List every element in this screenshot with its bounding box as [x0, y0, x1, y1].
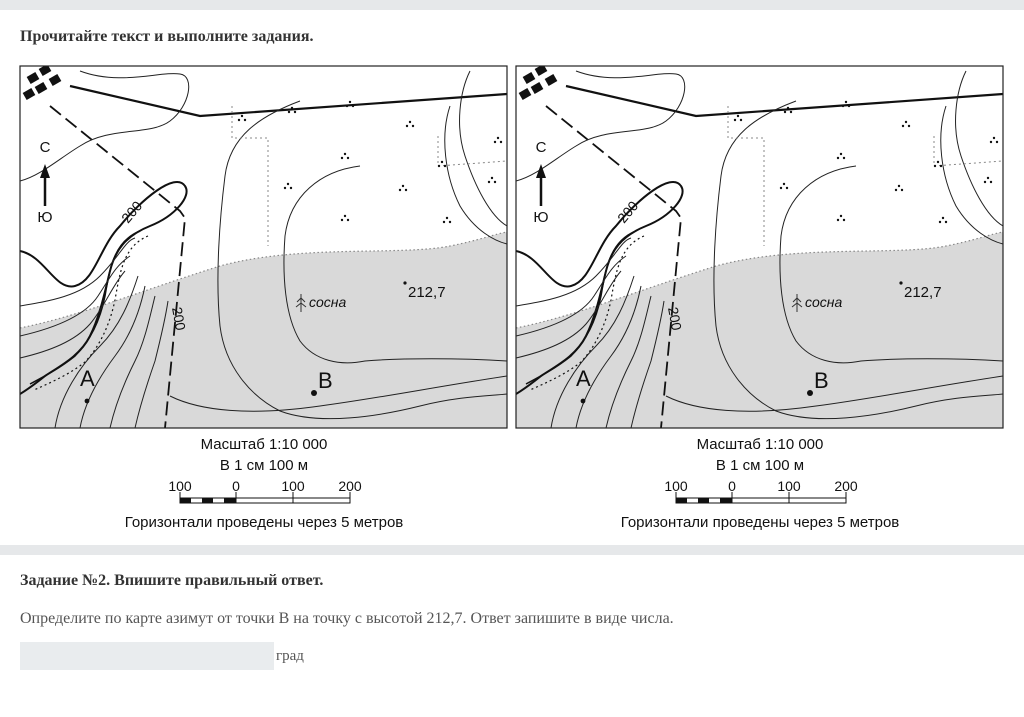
pine-label: сосна [805, 294, 843, 310]
answer-unit-label: град [276, 648, 304, 664]
answer-input[interactable] [20, 642, 274, 670]
contour-label-200: 200 [169, 305, 189, 332]
scale-right [621, 436, 900, 531]
contour-label-200: 200 [665, 305, 685, 332]
scale-tick: 200 [834, 478, 858, 494]
pine-label: сосна [309, 294, 347, 310]
scale-tick: 0 [728, 478, 736, 494]
maps-area [0, 60, 1024, 540]
scale-subtitle: В 1 см 100 м [219, 457, 309, 474]
scale-tick: 100 [168, 478, 192, 494]
point-a-label: А [576, 366, 591, 391]
section-divider-bar [0, 545, 1024, 555]
point-a-label: А [80, 366, 95, 391]
height-label: 212,7 [408, 284, 446, 301]
scale-bar [676, 492, 846, 503]
north-label: С [39, 139, 51, 156]
map-left [20, 64, 507, 428]
scale-tick: 100 [777, 478, 801, 494]
scale-bar [180, 492, 350, 503]
south-label: Ю [37, 209, 53, 226]
point-b-label: В [318, 368, 333, 393]
south-label: Ю [533, 209, 549, 226]
scale-tick: 100 [664, 478, 688, 494]
point-b-label: В [814, 368, 829, 393]
contour-note: Горизонтали проведены через 5 метров [124, 514, 404, 531]
scale-subtitle: В 1 см 100 м [715, 457, 805, 474]
scale-left [125, 436, 404, 531]
height-label: 212,7 [904, 284, 942, 301]
scale-tick: 100 [281, 478, 305, 494]
scale-title: Масштаб 1:10 000 [696, 436, 824, 453]
map-right [516, 64, 1003, 428]
north-label: С [535, 139, 547, 156]
top-divider-bar [0, 0, 1024, 10]
scale-tick: 200 [338, 478, 362, 494]
contour-label-200: 200 [118, 197, 146, 226]
task-question: Определите по карте азимут от точки В на точку с высотой 212,7. Ответ запишите в виде числа. [20, 610, 674, 627]
scale-title: Масштаб 1:10 000 [200, 436, 328, 453]
contour-note: Горизонтали проведены через 5 метров [620, 514, 900, 531]
scale-tick: 0 [232, 478, 240, 494]
task-title: Задание №2. Впишите правильный ответ. [20, 572, 324, 589]
contour-label-200: 200 [614, 197, 642, 226]
page-heading: Прочитайте текст и выполните задания. [20, 28, 314, 45]
